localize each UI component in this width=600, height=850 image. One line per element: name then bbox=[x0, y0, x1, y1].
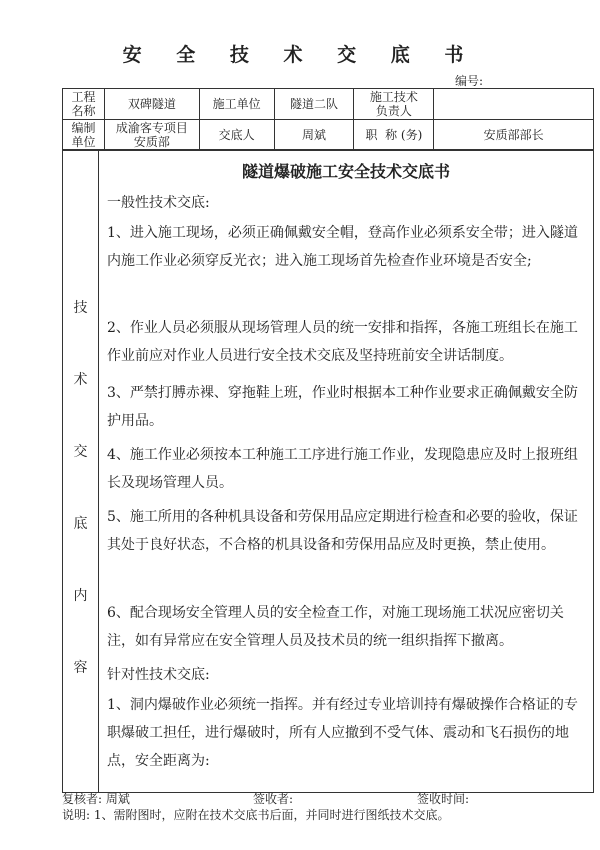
footnote: 说明: 1、需附图时，应附在技术交底书后面，并同时进行图纸技术交底。 bbox=[62, 808, 450, 822]
paragraph: 2、作业人员必须服从现场管理人员的统一安排和指挥，各施工班组长在施工作业前应对作业人员进行安全技术交底及坚持班前安全讲话制度。 bbox=[107, 320, 578, 364]
paragraph: 一般性技术交底: bbox=[107, 195, 210, 211]
side-label-char: 内 bbox=[73, 588, 88, 604]
header-row-editor bbox=[63, 120, 594, 150]
tech-lead-value bbox=[434, 89, 594, 120]
paragraph: 5、施工所用的各种机具设备和劳保用品应定期进行检查和必要的验收，保证其处于良好状态，不合格的机具设备和劳保用品应及时更换，禁止使用。 bbox=[107, 509, 578, 553]
side-label-char: 底 bbox=[73, 516, 88, 532]
side-label-char: 术 bbox=[73, 372, 88, 388]
tech-lead-label: 施工技术 负责人 bbox=[354, 89, 434, 120]
side-label-char: 技 bbox=[73, 300, 88, 316]
side-label-char: 容 bbox=[73, 660, 88, 676]
paragraph: 针对性技术交底: bbox=[107, 667, 210, 683]
briefing-body bbox=[62, 150, 594, 793]
paragraph: 1、进入施工现场，必须正确佩戴安全帽，登高作业必须系安全带；进入隧道内施工作业必须穿反光衣；进入施工现场首先检查作业环境是否安全; bbox=[107, 225, 578, 269]
paragraph: 4、施工作业必须按本工种施工工序进行施工作业，发现隐患应及时上报班组长及现场管理人员。 bbox=[107, 447, 578, 491]
header-table bbox=[62, 88, 594, 150]
editing-unit-value: 成渝客专项目 安质部 bbox=[104, 120, 199, 150]
briefer-label: 交底人 bbox=[199, 120, 274, 150]
briefer-value: 周斌 bbox=[274, 120, 354, 150]
receiver-field: 签收者: bbox=[253, 792, 294, 806]
side-label-column bbox=[63, 151, 99, 792]
paragraph: 1、洞内爆破作业必须统一指挥。并有经过专业培训持有爆破操作合格证的专职爆破工担任，进行爆破时，所有人应撤到不受气体、震动和飞石损伤的地点，安全距离为: bbox=[107, 697, 578, 769]
side-label-char: 交 bbox=[73, 444, 88, 460]
project-name-value: 双碑隧道 bbox=[104, 89, 199, 120]
paragraph: 6、配合现场安全管理人员的安全检查工作，对施工现场施工状况应密切关注，如有异常应在安全管理人员及技术员的统一组织指挥下撤离。 bbox=[107, 605, 564, 649]
construction-unit-label: 施工单位 bbox=[199, 89, 274, 120]
briefing-content bbox=[99, 151, 593, 792]
document-title: 安 全 技 术 交 底 书 bbox=[122, 44, 478, 66]
content-title: 隧道爆破施工安全技术交底书 bbox=[241, 162, 450, 181]
editing-unit-label: 编制 单位 bbox=[63, 120, 105, 150]
paragraph: 3、严禁打膊赤裸、穿拖鞋上班，作业时根据本工种作业要求正确佩戴安全防护用品。 bbox=[107, 385, 578, 429]
serial-number-label: 编号: bbox=[455, 74, 484, 88]
sign-time-field: 签收时间: bbox=[417, 792, 470, 806]
position-value: 安质部部长 bbox=[434, 120, 594, 150]
construction-unit-value: 隧道二队 bbox=[274, 89, 354, 120]
header-row-project bbox=[63, 89, 594, 120]
position-label: 职 称 (务) bbox=[354, 120, 434, 150]
project-name-label: 工程 名称 bbox=[63, 89, 105, 120]
reviewer-field: 复核者: 周斌 bbox=[62, 792, 130, 806]
